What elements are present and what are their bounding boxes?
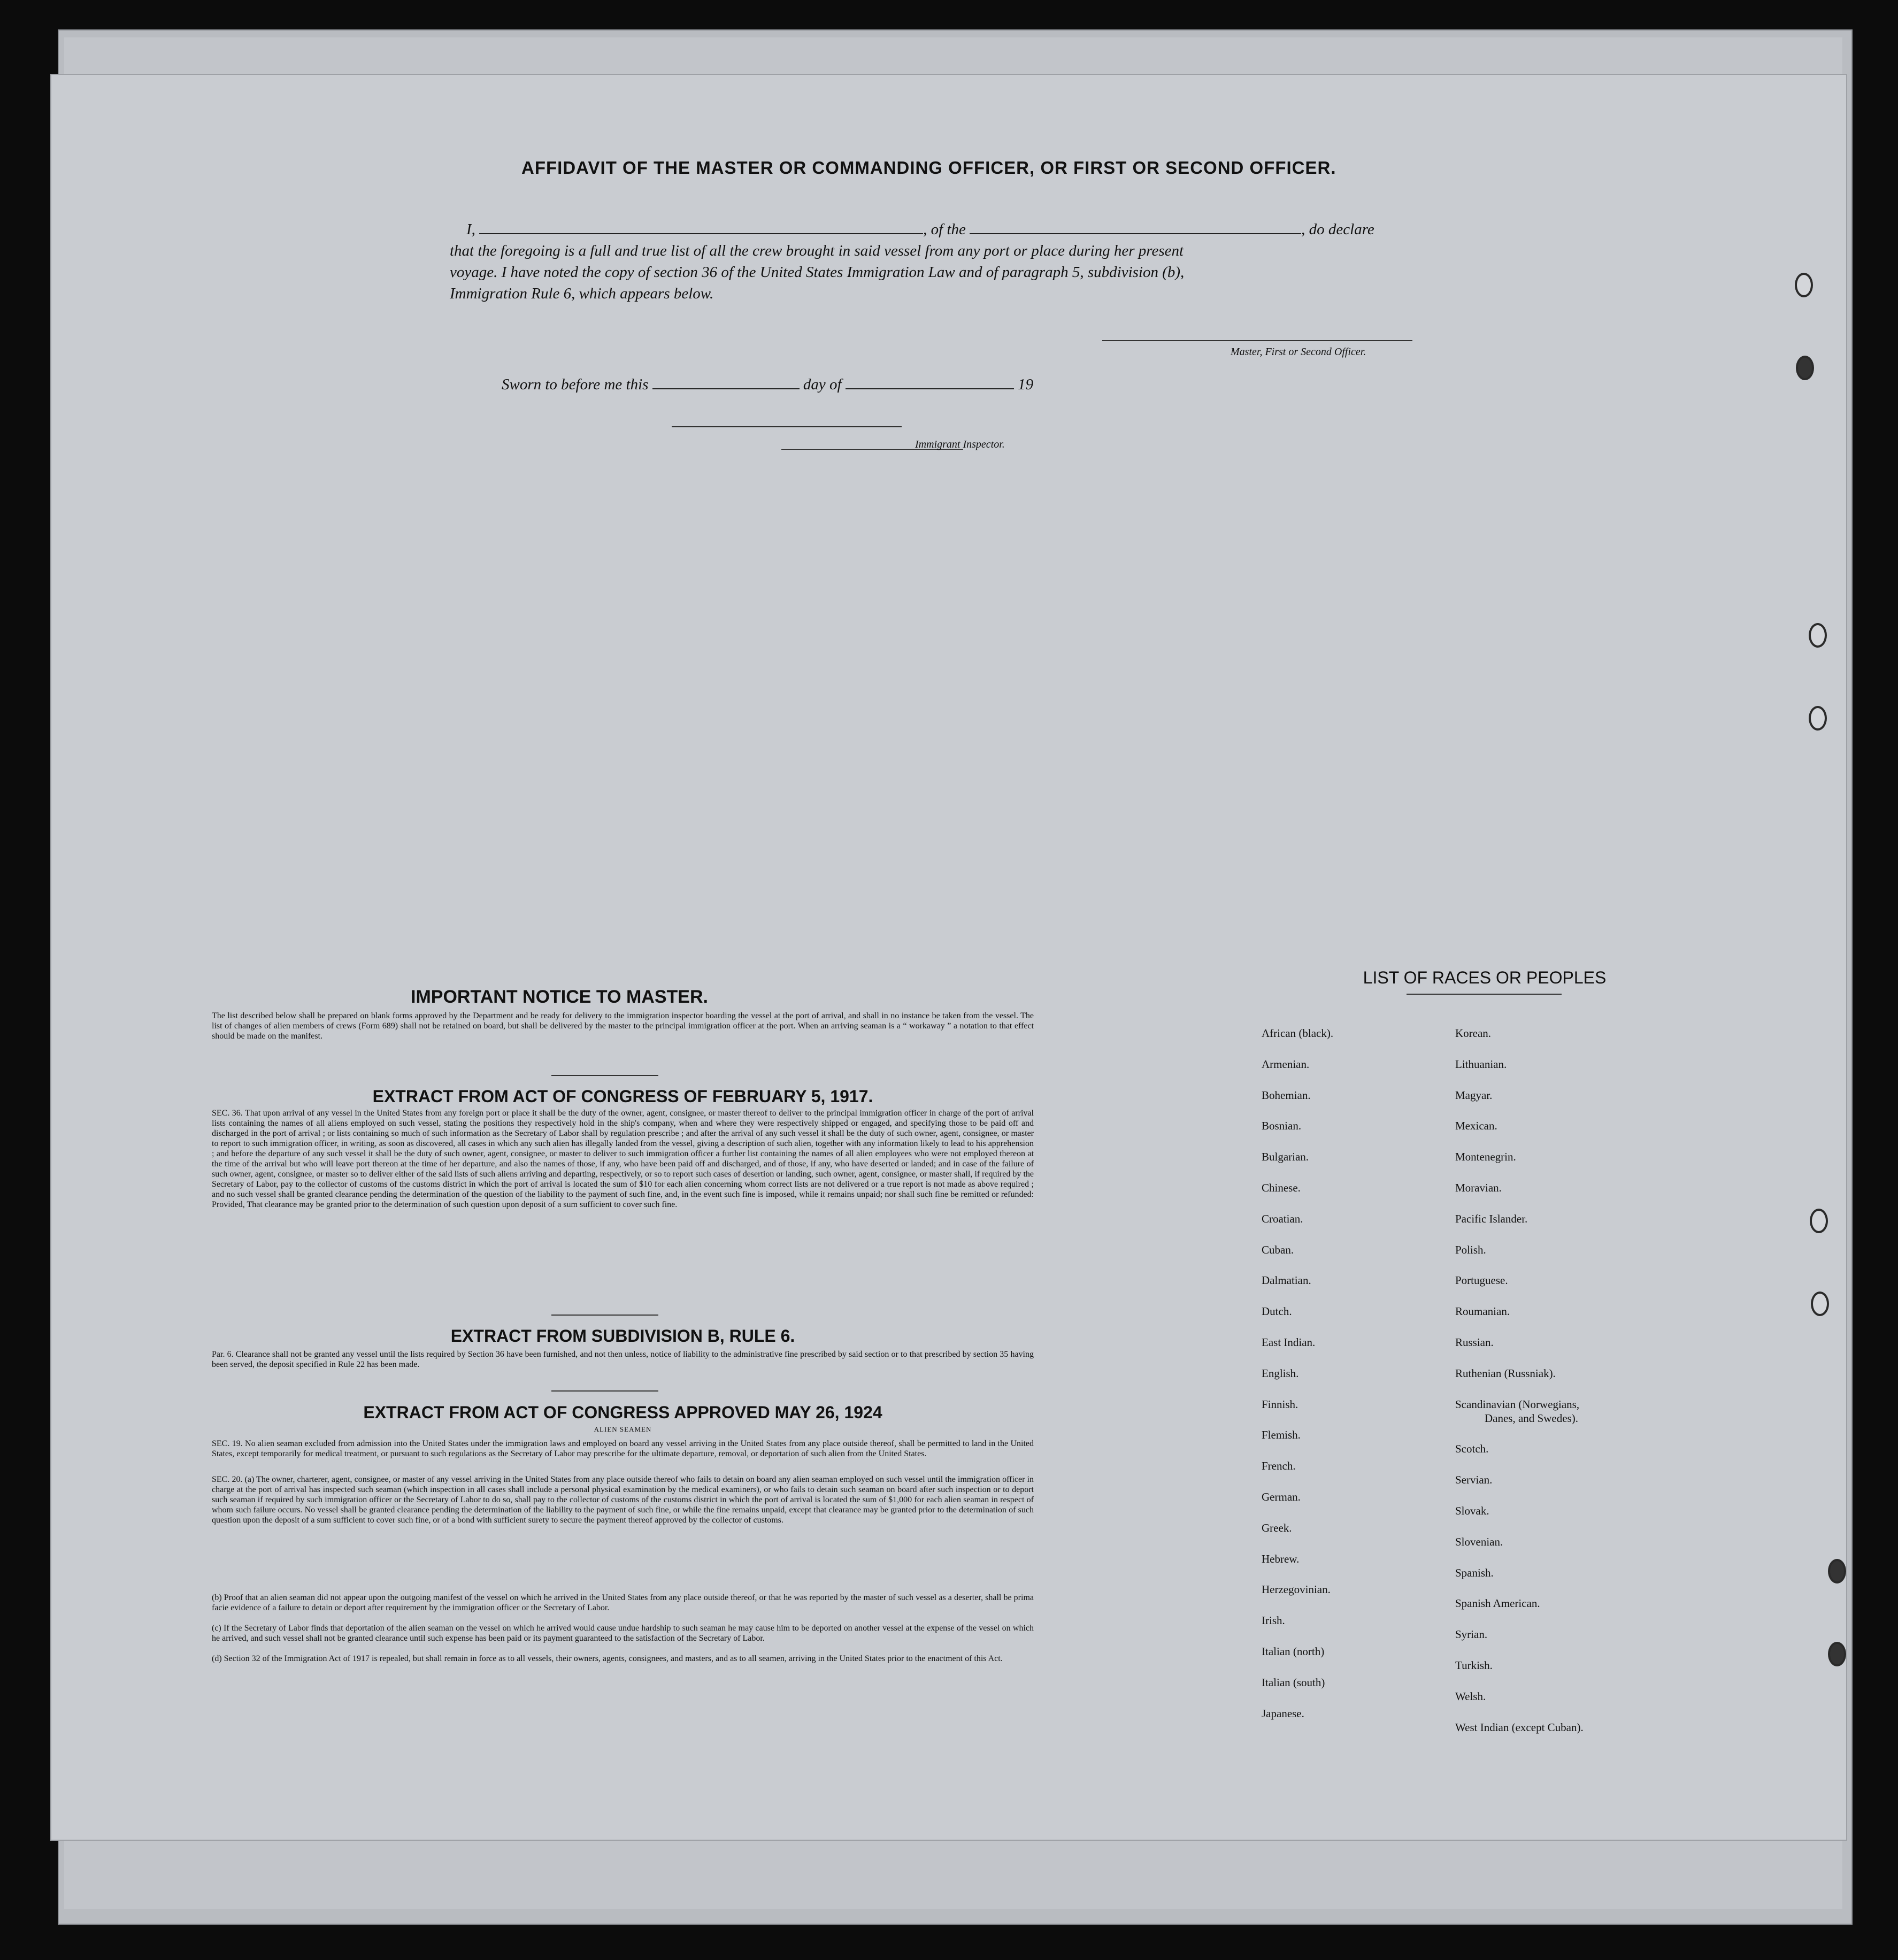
sworn-year: 19 <box>1018 376 1034 393</box>
divider <box>551 1075 658 1076</box>
document-page <box>51 75 1846 1840</box>
extract-1924-title: EXTRACT FROM ACT OF CONGRESS APPROVED MAY 26, 1924 <box>363 1403 882 1422</box>
race-item: Portuguese. <box>1455 1274 1508 1287</box>
race-item: French. <box>1262 1459 1296 1473</box>
race-item: Syrian. <box>1455 1628 1488 1641</box>
race-item: Chinese. <box>1262 1181 1301 1194</box>
race-item: Japanese. <box>1262 1707 1304 1720</box>
race-item: Dutch. <box>1262 1305 1292 1318</box>
affidavit-line1-mid: , of the <box>923 221 966 238</box>
signature-line[interactable] <box>1102 340 1412 341</box>
extract-1924-sec20b: (b) Proof that an alien seaman did not appear upon the outgoing manifest of the vessel on which he arrived in the United States from any place outside thereof, or that he was reported by the master of such vessel as a deserter, shall be prima facie evidence of a failure to detain or deport after requirement by the immigration officer or the Secretary of Labor. <box>212 1593 1034 1612</box>
race-item: Scotch. <box>1455 1442 1489 1456</box>
race-item: Mexican. <box>1455 1119 1497 1133</box>
race-item: Croatian. <box>1262 1212 1303 1225</box>
punch-hole <box>1828 1642 1846 1666</box>
race-item: Slovenian. <box>1455 1535 1503 1548</box>
races-title-rule <box>1407 994 1562 995</box>
race-item: Lithuanian. <box>1455 1057 1507 1071</box>
vessel-blank[interactable] <box>970 232 1301 234</box>
race-item: Italian (north) <box>1262 1645 1325 1658</box>
signature-label: Master, First or Second Officer. <box>1231 346 1366 358</box>
punch-hole <box>1828 1559 1846 1584</box>
divider <box>551 1315 658 1316</box>
race-item: Irish. <box>1262 1614 1285 1627</box>
punch-hole <box>1811 1292 1829 1316</box>
divider <box>551 1390 658 1392</box>
race-item: Spanish. <box>1455 1566 1494 1579</box>
race-item: Herzegovinian. <box>1262 1583 1331 1596</box>
race-item: Armenian. <box>1262 1057 1310 1071</box>
race-item: Turkish. <box>1455 1659 1493 1672</box>
race-item: Russian. <box>1455 1336 1494 1349</box>
race-item: African (black). <box>1262 1027 1334 1040</box>
punch-hole <box>1809 706 1827 731</box>
extract-1924-sec20d: (d) Section 32 of the Immigration Act of 1917 is repealed, but shall remain in force as to all vessels, their owners, agents, consignees, and masters, and as to all seamen, arriving in the United States prior to the enactment of this Act. <box>212 1654 1003 1663</box>
extract-rule6-title: EXTRACT FROM SUBDIVISION B, RULE 6. <box>450 1326 795 1346</box>
race-item: Bulgarian. <box>1262 1150 1309 1164</box>
race-item: Greek. <box>1262 1521 1292 1534</box>
extract-1917-title: EXTRACT FROM ACT OF CONGRESS OF FEBRUARY 5, 1917. <box>372 1087 873 1106</box>
sworn-line <box>502 374 1143 395</box>
race-item: Slovak. <box>1455 1504 1489 1517</box>
affidavit-line1-end: , do declare <box>1301 221 1374 238</box>
race-item: German. <box>1262 1490 1301 1503</box>
extract-1924-sec20a: SEC. 20. (a) The owner, charterer, agent, consignee, or master of any vessel arriving in the United States from any place outside thereof who fails to detain on board any alien seaman employed on such vessel until the immigration officer in charge at the port of arrival has inspected such seaman (which inspection in all cases shall include a personal physical examination by the medical examiners), or who fails to detain such seaman on board after such inspection or to deport such seaman if required by such immigration officer or the Secretary of Labor to do so, shall pay to the collector of customs of the customs district in which the port of arrival is located the sum of $1,000 for each alien seaman in respect of whom such failure occurs. No vessel shall be granted clearance pending the determination of the liability to the payment of such fine, or while the fine remains unpaid, except that clearance may be granted prior to the determination of such question upon the deposit of a sum sufficient to cover such fine, or of a bond with sufficient surety to secure the payment thereof approved by the collector of customs. <box>212 1475 1034 1525</box>
affidavit-title: AFFIDAVIT OF THE MASTER OR COMMANDING OFFICER, OR FIRST OR SECOND OFFICER. <box>521 158 1336 178</box>
race-item: West Indian (except Cuban). <box>1455 1720 1584 1734</box>
race-item: Spanish American. <box>1455 1597 1540 1610</box>
punch-hole <box>1810 1209 1828 1233</box>
races-title: LIST OF RACES OR PEOPLES <box>1363 968 1607 987</box>
extract-rule6-text: Par. 6. Clearance shall not be granted any vessel until the lists required by Section 36 have been furnished, and not then unless, notice of liability to the administrative fine prescribed by said section or to that prescribed by section 35 having been served, the deposit specified in Rule 22 has been made. <box>212 1350 1034 1369</box>
name-blank[interactable] <box>479 232 923 234</box>
affidavit-line-3: voyage. I have noted the copy of section 36 of the United States Immigration Law and of paragraph 5, subdivision (b), <box>450 264 1185 281</box>
extract-1917-text: SEC. 36. That upon arrival of any vessel in the United States from any foreign port or place it shall be the duty of the owner, agent, consignee, or master thereof to deliver to the principal immigration officer in charge of the port of arrival lists containing the names of all aliens employed on such vessel, stating the positions they respectively hold in the ship's company, when and where they were respectively shipped or engaged, and specifying those to be paid off and discharged in the port of arrival ; or lists containing so much of such information as the Secretary of Labor shall by regulation prescribe ; and after the arrival of any such vessel it shall be the duty of such owner, agent, consignee, or master to report to such immigration officer, in writing, as soon as discovered, all cases in which any such alien has illegally landed from the vessel, giving a description of such alien, together with any information likely to lead to his apprehension ; and before the departure of any such vessel it shall be the duty of such owner, agent, consignee, or master to deliver to such immigration officer a further list containing the names of all alien employees who were not employed thereon at the time of the arrival but who will leave port thereon at the time of her departure, and also the names of those, if any, who have been paid off and discharged, and of those, if any, who have deserted or landed; and in case of the failure of such owner, agent, consignee, or master so to deliver either of the said lists of such aliens arriving and departing, respectively, or so to report such cases of desertion or landing, such owner, agent, consignee, or master shall, if required by the Secretary of Labor, pay to the collector of customs of the customs district in which the port of arrival is located the sum of $10 for each alien concerning whom correct lists are not delivered or a true report is not made as above required ; and no such vessel shall be granted clearance pending the determination of the question of the liability to the payment of such fine, and, in the event such fine is imposed, while it remains unpaid; nor shall such fine be remitted or refunded: Provided, That clearance may be granted prior to the determination of such question upon deposit of a sum sufficient to cover such fine. <box>212 1109 1034 1209</box>
race-item: Dalmatian. <box>1262 1274 1311 1287</box>
sworn-start: Sworn to before me this <box>502 376 649 393</box>
race-item: Finnish. <box>1262 1397 1298 1411</box>
extract-1924-subtitle: ALIEN SEAMEN <box>594 1425 652 1433</box>
race-item: Scandinavian (Norwegians, <box>1455 1397 1580 1411</box>
race-item: Hebrew. <box>1262 1552 1300 1565</box>
affidavit-line-1 <box>466 219 1509 240</box>
notice-text: The list described below shall be prepared on blank forms approved by the Department and be ready for delivery to the immigration inspector boarding the vessel at the port of arrival, and shall in no instance be taken from the vessel. The list of changes of alien members of crews (Form 689) shall not be retained on board, but shall be delivered by the master to the principal immigration officer at the port. When an arriving seaman is a “ workaway ” a notation to that effect should be made on the manifest. <box>212 1011 1034 1041</box>
race-item: Bosnian. <box>1262 1119 1302 1133</box>
punch-hole <box>1796 356 1814 380</box>
sworn-day-blank[interactable] <box>652 387 800 389</box>
race-item: Servian. <box>1455 1473 1493 1487</box>
race-item: Bohemian. <box>1262 1088 1311 1102</box>
race-item: Italian (south) <box>1262 1675 1325 1689</box>
punch-hole <box>1795 273 1813 297</box>
race-item: Danes, and Swedes). <box>1485 1411 1578 1425</box>
race-item: Pacific Islander. <box>1455 1212 1528 1225</box>
race-item: Cuban. <box>1262 1243 1294 1256</box>
race-item: Montenegrin. <box>1455 1150 1516 1164</box>
affidavit-line-4: Immigration Rule 6, which appears below. <box>450 285 714 302</box>
affidavit-line-2: that the foregoing is a full and true list of all the crew brought in said vessel from any port or place during her present <box>450 242 1184 259</box>
notice-title: IMPORTANT NOTICE TO MASTER. <box>411 987 708 1007</box>
race-item: Ruthenian (Russniak). <box>1455 1366 1556 1380</box>
race-item: Moravian. <box>1455 1181 1502 1194</box>
extract-1924-sec20c: (c) If the Secretary of Labor finds that deportation of the alien seaman on the vessel on which he arrived would cause undue hardship to such seaman he may cause him to be deported on another vessel at the expense of the vessel on which he arrived, and such vessel shall not be granted clearance until such expense has been paid or its payment guaranteed to the satisfaction of the Secretary of Labor. <box>212 1624 1034 1643</box>
sworn-mid: day of <box>803 376 842 393</box>
race-item: Polish. <box>1455 1243 1486 1256</box>
race-item: Flemish. <box>1262 1428 1301 1442</box>
sworn-month-blank[interactable] <box>846 387 1014 389</box>
race-item: Welsh. <box>1455 1689 1486 1703</box>
race-item: English. <box>1262 1366 1299 1380</box>
race-item: East Indian. <box>1262 1336 1316 1349</box>
extract-1924-sec19: SEC. 19. No alien seaman excluded from admission into the United States under the immigration laws and employed on board any vessel arriving in the United States from any place outside thereof, shall be permitted to land in the United States, except temporarily for medical treatment, or pursuant to such regulations as the Secretary of Labor may prescribe for the ultimate departure, removal, or deportation of such alien from the United States. <box>212 1439 1034 1458</box>
affidavit-line1-start: I, <box>466 221 475 238</box>
race-item: Korean. <box>1455 1027 1492 1040</box>
race-item: Roumanian. <box>1455 1305 1510 1318</box>
inspector-label: Immigrant Inspector. <box>915 439 1005 450</box>
punch-hole <box>1809 623 1827 648</box>
race-item: Magyar. <box>1455 1088 1493 1102</box>
inspector-signature-line[interactable] <box>672 426 902 427</box>
